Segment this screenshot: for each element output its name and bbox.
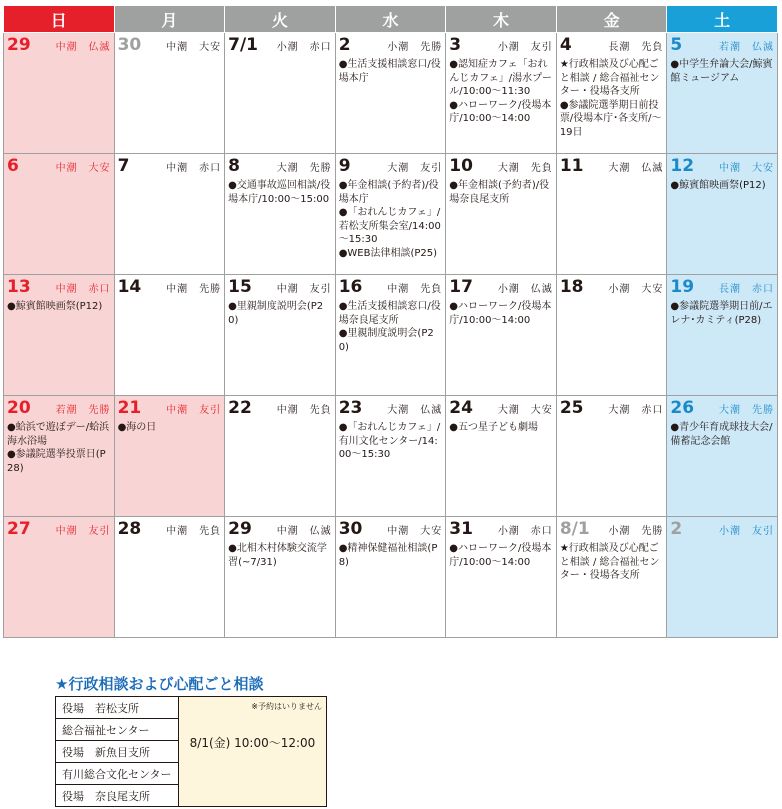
- day-number: 12: [670, 156, 695, 176]
- tide-rokuyo: 中潮 赤口: [55, 284, 111, 295]
- calendar-event: ●五つ星子ども劇場: [449, 422, 538, 433]
- tide-rokuyo: 小潮 先勝: [387, 42, 443, 53]
- calendar-day-cell: [225, 275, 336, 396]
- tide-rokuyo: 大潮 友引: [387, 163, 443, 174]
- consultation-time: 8/1(金) 10:00～12:00: [189, 736, 316, 750]
- weekday-header: 月: [114, 6, 225, 33]
- calendar-event: ●交通事故巡回相談/役場本庁/10:00～15:00: [228, 180, 331, 205]
- tide-rokuyo: 大潮 仏滅: [387, 405, 443, 416]
- day-number: 3: [449, 35, 462, 55]
- calendar-event: ●里親制度説明会(P20): [228, 301, 324, 326]
- calendar-event: ●「おれんじカフェ」/有川文化センター/14:00～15:30: [338, 422, 441, 460]
- day-number: 7: [117, 156, 130, 176]
- office-name: 役場 新魚目支所: [56, 741, 179, 763]
- calendar-event: ●ハローワーク/役場本庁/10:00～14:00: [449, 543, 552, 568]
- calendar-event: ●年金相談(予約者)/役場本庁: [338, 180, 439, 205]
- tide-rokuyo: 小潮 先勝: [608, 526, 664, 537]
- calendar-event: ●青少年育成球技大会/備蓄記念会館: [670, 422, 773, 447]
- calendar-day-cell: [225, 517, 336, 638]
- calendar-event: ●参議院選挙期日前/エレナ･カミティ(P28): [670, 301, 773, 326]
- calendar-day-cell: [335, 33, 446, 154]
- tide-rokuyo: 若潮 仏滅: [719, 42, 774, 53]
- weekday-header: 火: [225, 6, 336, 33]
- calendar-event: ●生活支援相談窓口/役場奈良尾支所: [338, 301, 441, 326]
- admin-consultation-title: ★行政相談および心配ごと相談: [55, 675, 264, 693]
- tide-rokuyo: 中潮 先勝: [166, 284, 222, 295]
- calendar-day-cell: [556, 396, 667, 517]
- day-number: 31: [449, 519, 473, 539]
- office-name: 役場 奈良尾支所: [56, 785, 179, 807]
- tide-rokuyo: 中潮 仏滅: [276, 526, 332, 537]
- weekday-header: 日: [4, 6, 115, 33]
- calendar-event: ●中学生弁論大会/鯨賓館ミュージアム: [670, 59, 773, 84]
- tide-rokuyo: 中潮 赤口: [166, 163, 222, 174]
- day-number: 2: [670, 519, 683, 539]
- calendar-day-cell: [4, 396, 115, 517]
- day-number: 26: [670, 398, 695, 418]
- day-number: 7/1: [228, 35, 258, 55]
- day-number: 2: [338, 35, 351, 55]
- calendar-day-cell: [225, 154, 336, 275]
- calendar-day-cell: [335, 396, 446, 517]
- day-number: 25: [559, 398, 584, 418]
- calendar-event: ●鯨賓館映画祭(P12): [7, 301, 103, 312]
- day-number: 9: [338, 156, 351, 176]
- calendar-event: ●参議院選挙期日前投票/役場本庁･各支所/～19日: [559, 99, 662, 138]
- day-number: 17: [449, 277, 473, 297]
- tide-rokuyo: 小潮 赤口: [276, 42, 332, 53]
- tide-rokuyo: 大潮 先勝: [276, 163, 332, 174]
- calendar-week-row: [4, 517, 778, 638]
- calendar-event: ●北相木村体験交流学習(~7/31): [228, 543, 327, 568]
- tide-rokuyo: 小潮 友引: [719, 526, 774, 537]
- day-number: 30: [338, 519, 363, 539]
- tide-rokuyo: 中潮 大安: [166, 42, 222, 53]
- tide-rokuyo: 大潮 赤口: [608, 405, 664, 416]
- calendar-day-cell: [114, 154, 225, 275]
- day-number: 5: [670, 35, 683, 55]
- calendar-day-cell: [556, 517, 667, 638]
- calendar-day-cell: [335, 154, 446, 275]
- calendar-event: ★行政相談及び心配ごと相談 / 総合福祉センター・役場各支所: [559, 59, 660, 97]
- tide-rokuyo: 中潮 友引: [166, 405, 222, 416]
- calendar-event: ●認知症カフェ「おれんじカフェ」/湯水プール/10:00～11:30: [449, 59, 552, 97]
- day-number: 6: [7, 156, 19, 176]
- day-number: 18: [559, 277, 584, 297]
- tide-rokuyo: 中潮 大安: [55, 163, 111, 174]
- day-number: 8/1: [559, 519, 590, 539]
- weekday-header: 金: [556, 6, 667, 33]
- day-number: 10: [449, 156, 473, 176]
- calendar-day-cell: [556, 154, 667, 275]
- day-number: 15: [228, 277, 252, 297]
- day-number: 30: [117, 35, 142, 55]
- calendar-week-row: [4, 396, 778, 517]
- day-number: 21: [117, 398, 142, 418]
- day-number: 4: [559, 35, 572, 55]
- admin-consultation-table: [55, 696, 327, 807]
- day-number: 29: [7, 35, 31, 55]
- calendar-event: ●蛤浜で遊ぼデー/蛤浜海水浴場: [7, 422, 110, 447]
- weekday-header: 水: [335, 6, 446, 33]
- day-number: 23: [338, 398, 363, 418]
- office-name: 役場 若松支所: [56, 697, 179, 719]
- calendar-day-cell: [114, 517, 225, 638]
- calendar-event: ●ハローワーク/役場本庁/10:00～14:00: [449, 99, 552, 124]
- calendar-day-cell: [667, 154, 778, 275]
- calendar-event: ●海の日: [117, 422, 157, 433]
- calendar-day-cell: [446, 154, 557, 275]
- calendar-day-cell: [446, 275, 557, 396]
- calendar-event: ●里親制度説明会(P20): [338, 328, 434, 353]
- day-number: 29: [228, 519, 252, 539]
- calendar-day-cell: [114, 396, 225, 517]
- calendar-day-cell: [556, 275, 667, 396]
- calendar-week-row: [4, 33, 778, 154]
- calendar-event: ●鯨賓館映画祭(P12): [670, 180, 766, 191]
- tide-rokuyo: 中潮 大安: [387, 526, 443, 537]
- day-number: 20: [7, 398, 31, 418]
- no-reservation-note: ※予約はいりません: [251, 702, 322, 711]
- calendar-event: ●「おれんじカフェ」/若松支所集会室/14:00～15:30: [338, 207, 441, 245]
- tide-rokuyo: 中潮 友引: [55, 526, 111, 537]
- day-number: 27: [7, 519, 31, 539]
- calendar-event: ●WEB法律相談(P25): [338, 247, 438, 259]
- tide-rokuyo: 中潮 先負: [387, 284, 443, 295]
- office-name: 有川総合文化センター: [56, 763, 179, 785]
- tide-rokuyo: 長潮 先負: [608, 42, 664, 53]
- admin-office-row: [56, 697, 327, 719]
- calendar-day-cell: [4, 517, 115, 638]
- tide-rokuyo: 小潮 仏滅: [497, 284, 553, 295]
- calendar-day-cell: [446, 396, 557, 517]
- tide-rokuyo: 長潮 赤口: [719, 284, 774, 295]
- calendar-event: ●生活支援相談窓口/役場本庁: [338, 59, 441, 84]
- calendar-body: [4, 33, 778, 638]
- calendar-day-cell: [4, 154, 115, 275]
- calendar-week-row: [4, 275, 778, 396]
- tide-rokuyo: 大潮 仏滅: [608, 163, 664, 174]
- tide-rokuyo: 大潮 先負: [497, 163, 553, 174]
- calendar-event: ★行政相談及び心配ごと相談 / 総合福祉センター・役場各支所: [559, 543, 660, 581]
- calendar-day-cell: [446, 33, 557, 154]
- calendar-event: ●精神保健福祉相談(P8): [338, 543, 438, 568]
- tide-rokuyo: 小潮 友引: [497, 42, 553, 53]
- calendar-event: ●参議院選挙投票日(P28): [7, 449, 106, 474]
- calendar-day-cell: [225, 33, 336, 154]
- weekday-header-row: [4, 6, 778, 33]
- day-number: 28: [117, 519, 142, 539]
- calendar-day-cell: [667, 33, 778, 154]
- weekday-header: 木: [446, 6, 557, 33]
- day-number: 8: [228, 156, 240, 176]
- calendar-day-cell: [335, 275, 446, 396]
- day-number: 11: [559, 156, 584, 176]
- calendar-day-cell: [446, 517, 557, 638]
- calendar-day-cell: [225, 396, 336, 517]
- tide-rokuyo: 小潮 大安: [608, 284, 664, 295]
- calendar-event: ●ハローワーク/役場本庁/10:00～14:00: [449, 301, 552, 326]
- calendar-week-row: [4, 154, 778, 275]
- day-number: 24: [449, 398, 473, 418]
- calendar-day-cell: [114, 275, 225, 396]
- day-number: 13: [7, 277, 31, 297]
- tide-rokuyo: 大潮 先勝: [719, 405, 774, 416]
- calendar-day-cell: [556, 33, 667, 154]
- tide-rokuyo: 中潮 仏滅: [55, 42, 111, 53]
- tide-rokuyo: 大潮 大安: [497, 405, 553, 416]
- calendar-day-cell: [4, 33, 115, 154]
- calendar-day-cell: [667, 396, 778, 517]
- tide-rokuyo: 中潮 大安: [719, 163, 774, 174]
- day-number: 19: [670, 277, 695, 297]
- calendar-grid: [3, 5, 778, 638]
- calendar-day-cell: [667, 275, 778, 396]
- calendar-day-cell: [335, 517, 446, 638]
- tide-rokuyo: 中潮 先負: [276, 405, 332, 416]
- day-number: 16: [338, 277, 363, 297]
- calendar-day-cell: [114, 33, 225, 154]
- tide-rokuyo: 小潮 赤口: [497, 526, 553, 537]
- tide-rokuyo: 中潮 友引: [276, 284, 332, 295]
- day-number: 22: [228, 398, 252, 418]
- tide-rokuyo: 若潮 先勝: [55, 405, 111, 416]
- tide-rokuyo: 中潮 先負: [166, 526, 222, 537]
- day-number: 14: [117, 277, 142, 297]
- calendar-day-cell: [4, 275, 115, 396]
- weekday-header: 土: [667, 6, 778, 33]
- calendar-event: ●年金相談(予約者)/役場奈良尾支所: [449, 180, 550, 205]
- calendar-day-cell: [667, 517, 778, 638]
- office-name: 総合福祉センター: [56, 719, 179, 741]
- consultation-time-cell: [178, 697, 326, 807]
